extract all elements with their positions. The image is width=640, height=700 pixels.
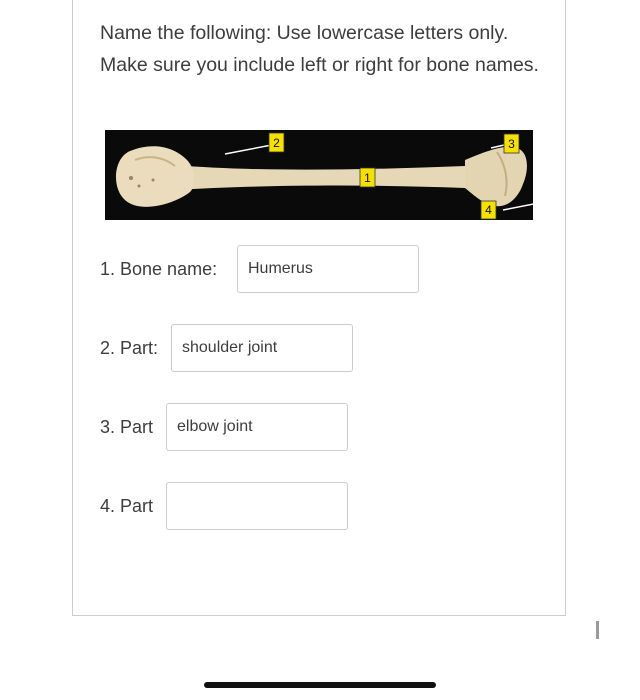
answer-input-3[interactable] bbox=[166, 403, 348, 451]
humerus-bone-image bbox=[105, 130, 533, 220]
answer-input-1[interactable] bbox=[237, 245, 419, 293]
answer-input-4[interactable] bbox=[166, 482, 348, 530]
answer-label-2: 2. Part: bbox=[100, 338, 159, 358]
answer-label-3: 3. Part bbox=[100, 417, 154, 437]
figure-label-3: 3 bbox=[508, 137, 515, 151]
figure-label-2: 2 bbox=[273, 136, 280, 150]
figure-label-4: 4 bbox=[485, 203, 492, 217]
home-indicator[interactable] bbox=[204, 682, 436, 688]
figure-label-1: 1 bbox=[364, 171, 371, 185]
question-prompt: Name the following: Use lowercase letters only. Make sure you include left or right for bone names. bbox=[100, 22, 539, 76]
question-card bbox=[72, 0, 566, 616]
text-cursor-icon bbox=[596, 621, 599, 639]
answer-input-2[interactable] bbox=[171, 324, 353, 372]
answer-label-1: 1. Bone name: bbox=[100, 259, 218, 279]
answer-label-4: 4. Part bbox=[100, 496, 154, 516]
